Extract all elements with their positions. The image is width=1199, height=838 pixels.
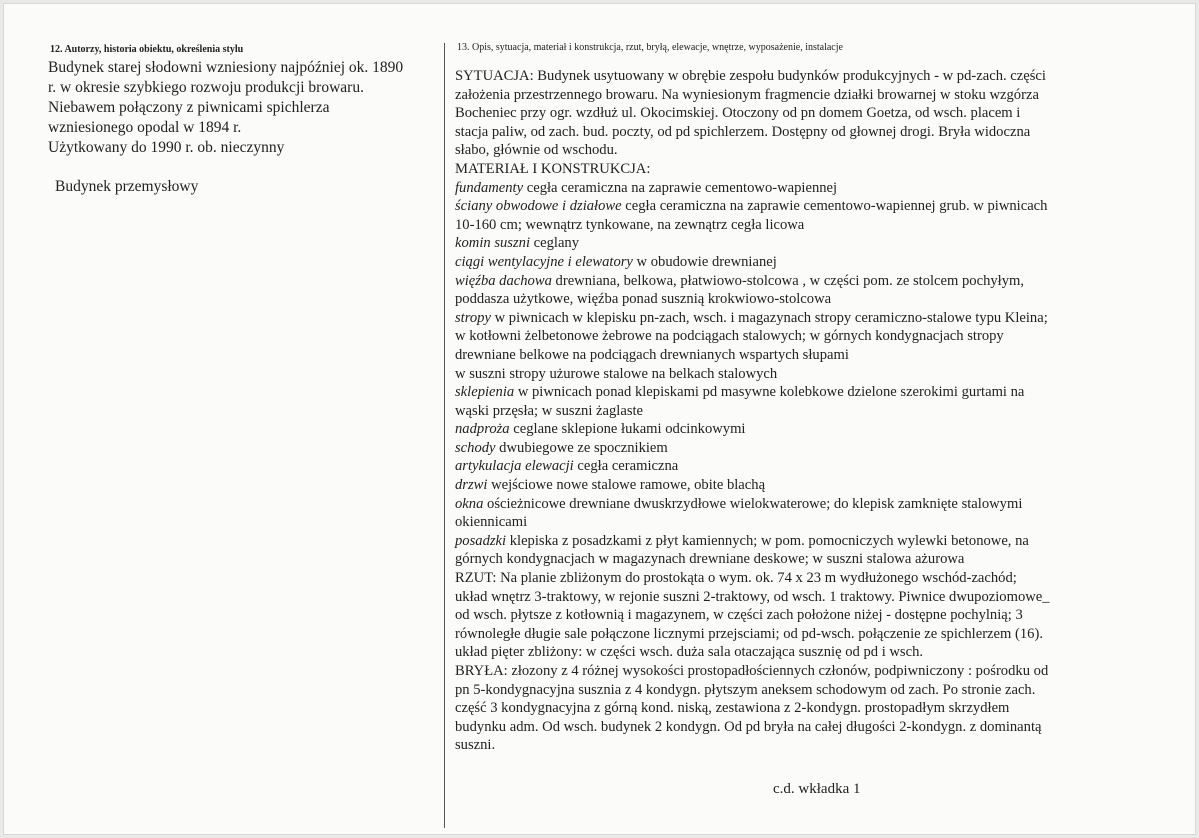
line-text: od wsch. płytsze z kotłownią i magazynem, w części zach położone niżej - dostępne pochylnią; 3 xyxy=(455,607,1023,624)
term-label: artykulacja elewacji xyxy=(455,458,574,475)
description-line xyxy=(455,67,1175,86)
description-line xyxy=(455,402,1175,421)
description-line xyxy=(455,365,1175,384)
description-line xyxy=(455,532,1175,551)
line-text: RZUT: Na planie zbliżonym do prostokąta o wym. ok. 74 x 23 m wydłużonego wschód-zachód; xyxy=(455,570,1017,587)
line-text: klepiska z posadzkami z płyt kamiennych; w pom. pomocniczych wylewki betonowe, na xyxy=(506,532,1029,549)
term-label: stropy xyxy=(455,309,491,326)
line-text: poddasza użytkowe, więźba ponad susznią krokwiowo-stolcowa xyxy=(455,291,832,308)
term-label: drzwi xyxy=(455,477,488,494)
section-13-heading: 13. Opis, sytuacja, materiał i konstrukcja, rzut, bryłą, elewacje, wnętrze, wyposażenie, instalacje xyxy=(457,42,843,53)
description-line xyxy=(455,160,1175,179)
history-line: Budynek starej słodowni wzniesiony najpóźniej ok. 1890 xyxy=(48,59,404,76)
description-line xyxy=(455,569,1175,588)
term-label: komin suszni xyxy=(455,235,530,252)
line-text: układ pięter zbliżony: w części wsch. duża sala otaczająca susznię od pd i wsch. xyxy=(455,644,924,661)
line-text: SYTUACJA: Budynek usytuowany w obrębie zespołu budynków produkcyjnych - w pd-zach. części xyxy=(455,68,1046,84)
line-text: wąski przęsła; w suszni żaglaste xyxy=(455,402,644,419)
term-label: nadproża xyxy=(455,421,510,438)
description-line xyxy=(455,309,1175,328)
line-text: ceglany xyxy=(530,235,580,252)
line-text: drewniane belkowe na podciągach drewnianych wspartych słupami xyxy=(455,346,849,363)
description-line xyxy=(455,253,1175,272)
description-line xyxy=(455,736,1175,755)
term-label: ciągi wentylacyjne i elewatory xyxy=(455,253,633,270)
line-text: słabo, głównie od wschodu. xyxy=(455,142,618,159)
line-text: w obudowie drewnianej xyxy=(632,253,777,270)
description-line xyxy=(455,216,1175,235)
description-line xyxy=(455,588,1175,607)
description-line xyxy=(455,476,1175,495)
description-line xyxy=(455,718,1175,737)
description-line xyxy=(455,383,1175,402)
description-line xyxy=(455,234,1175,253)
line-text: ceglane sklepione łukami odcinkowymi xyxy=(509,421,746,438)
line-text: drewniana, belkowa, płatwiowo-stolcowa , w części pom. ze stolcem pochyłym, xyxy=(551,272,1025,289)
description-text xyxy=(455,67,1175,755)
description-line xyxy=(455,662,1175,681)
continuation-note: c.d. wkładka 1 xyxy=(773,781,861,797)
history-line: Niebawem połączony z piwnicami spichlerza xyxy=(48,99,330,116)
line-text: cegła ceramiczna na zaprawie cementowo-wapiennej grub. w piwnicach xyxy=(621,198,1048,215)
line-text: w piwnicach w klepisku pn-zach, wsch. i magazynach stropy ceramiczno-stalowe typu Kleina; xyxy=(490,309,1048,326)
description-line xyxy=(455,86,1175,105)
description-line xyxy=(455,290,1175,309)
description-line xyxy=(455,197,1175,216)
history-line: r. w okresie szybkiego rozwoju produkcji browaru. xyxy=(48,79,364,96)
line-text: dwubiegowe ze spocznikiem xyxy=(495,439,668,456)
line-text: okiennicami xyxy=(455,514,528,531)
description-line xyxy=(455,123,1175,142)
description-line xyxy=(455,439,1175,458)
line-text: w kotłowni żelbetonowe żebrowe na podciągach stalowych; w górnych kondygnacjach stropy xyxy=(455,328,1004,345)
description-line xyxy=(455,272,1175,291)
line-text: cegła ceramiczna na zaprawie cementowo-wapiennej xyxy=(523,179,838,196)
term-label: fundamenty xyxy=(455,179,524,196)
history-text xyxy=(48,58,448,158)
description-line xyxy=(455,681,1175,700)
line-text: równoległe długie sale połączone licznymi przejsciami; od pd-wsch. połączenie ze spichlerzem (16). xyxy=(455,625,1043,642)
line-text: budynku adm. Od wsch. budynek 2 kondygn. Od pd bryła na całej długości 2-kondygn. z dominantą xyxy=(455,718,1042,735)
term-label: okna xyxy=(455,495,484,512)
term-label: schody xyxy=(455,439,496,456)
line-text: pn 5-kondygnacyjna susznia z 4 kondygn. płytszym aneksem schodowym od zach. Po stronie zach. xyxy=(455,681,1036,698)
line-text: 10-160 cm; wewnątrz tynkowane, na zewnątrz cegła licowa xyxy=(455,216,805,233)
record-card xyxy=(3,3,1196,835)
building-type: Budynek przemysłowy xyxy=(55,178,199,195)
description-line xyxy=(455,625,1175,644)
line-text: część 3 kondygnacyjna z górną kond. niską, zestawiona z 2-kondygn. prostopadłym skrzydłem xyxy=(455,700,1010,717)
description-line xyxy=(455,495,1175,514)
description-line xyxy=(455,457,1175,476)
description-line xyxy=(455,513,1175,532)
term-label: sklepienia xyxy=(455,384,515,401)
line-text: BRYŁA: złozony z 4 różnej wysokości prostopadłościennych członów, podpiwniczony : pośrodku od xyxy=(455,663,1049,679)
line-text: wejściowe nowe stalowe ramowe, obite blachą xyxy=(487,477,766,494)
section-12-heading: 12. Autorzy, historia obiektu, określenia stylu xyxy=(50,44,244,55)
description-line xyxy=(455,179,1175,198)
line-text: w piwnicach ponad klepiskami pd masywne kolebkowe dzielone szerokimi gurtami na xyxy=(514,384,1025,401)
history-line: wzniesionego opodal w 1894 r. xyxy=(48,119,242,136)
description-line xyxy=(455,141,1175,160)
line-text: górnych kondygnacjach w magazynach drewniane deskowe; w suszni stalowa ażurowa xyxy=(455,551,965,568)
line-text: cegła ceramiczna xyxy=(573,458,679,475)
description-line xyxy=(455,699,1175,718)
description-line xyxy=(455,420,1175,439)
line-text: założenia przestrzennego browaru. Na wyniesionym fragmencie działki browarnej w stoku wzgórza xyxy=(455,86,1039,103)
description-line xyxy=(455,327,1175,346)
line-text: suszni. xyxy=(455,737,496,754)
description-line xyxy=(455,104,1175,123)
line-text: Bocheniec przy ogr. wzdłuż ul. Okocimskiej. Otoczony od pn domem Goetza, od wsch. placem i xyxy=(455,105,1021,122)
history-line: Użytkowany do 1990 r. ob. nieczynny xyxy=(48,139,285,156)
line-text: MATERIAŁ I KONSTRUKCJA: xyxy=(455,160,651,177)
description-line xyxy=(455,346,1175,365)
line-text: ościeżnicowe drewniane dwuskrzydłowe wielokwaterowe; do klepisk zamknięte stalowymi xyxy=(483,495,1023,512)
description-line xyxy=(455,643,1175,662)
section-13 xyxy=(455,41,1175,755)
description-line xyxy=(455,550,1175,569)
section-12 xyxy=(48,43,448,197)
line-text: stacja paliw, od zach. bud. poczty, od pd spichlerzem. Dostępny od głownej drogi. Bryła widoczna xyxy=(455,123,1031,140)
line-text: w suszni stropy użurowe stalowe na belkach stalowych xyxy=(455,365,778,382)
description-line xyxy=(455,606,1175,625)
term-label: posadzki xyxy=(455,532,507,549)
term-label: ściany obwodowe i działowe xyxy=(455,198,622,215)
line-text: układ wnętrz 3-traktowy, w rejonie suszni 2-traktowy, od wsch. 1 traktowy. Piwnice dwupoziomowe_ xyxy=(455,588,1050,605)
term-label: więźba dachowa xyxy=(455,272,552,289)
